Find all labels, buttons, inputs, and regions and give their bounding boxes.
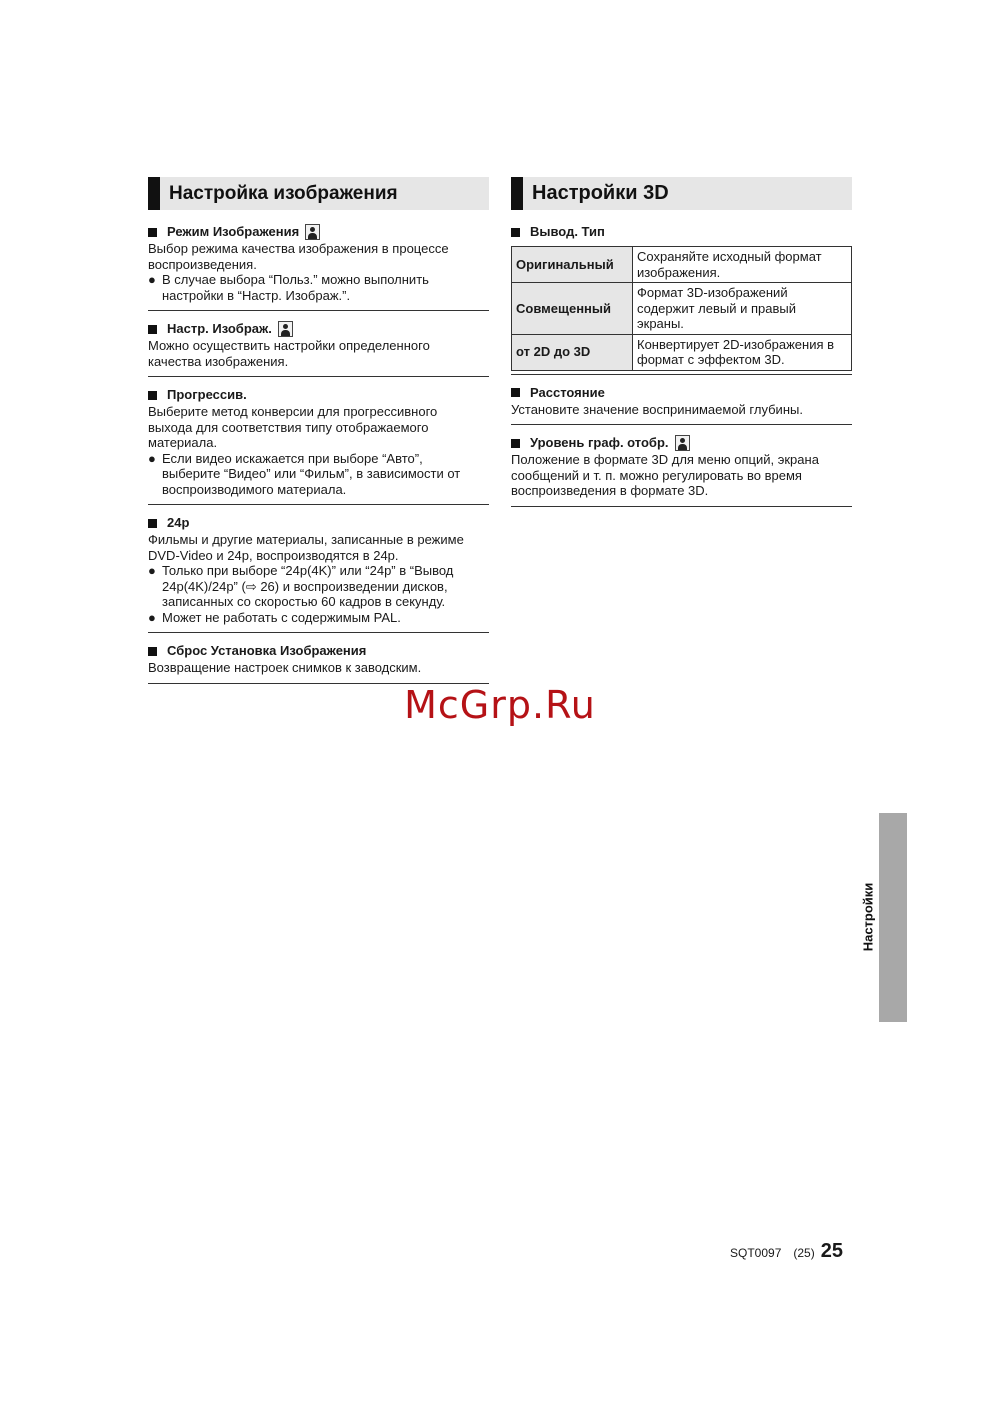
setting-item-graphic-display-level <box>511 435 852 507</box>
square-bullet-icon <box>511 388 520 397</box>
bullet-note: ● Если видео искажается при выборе “Авто”, выберите “Видео” или “Фильм”, в зависимости от воспроизводимого материала. <box>148 450 461 497</box>
setting-item-progressive <box>148 387 489 505</box>
user-icon <box>278 321 293 337</box>
side-tab <box>879 813 907 1022</box>
watermark-logo: McGrp.Ru <box>404 683 596 727</box>
setting-item-picture-adjust <box>148 321 489 377</box>
setting-item-24p <box>148 515 489 633</box>
table-cell-desc: Сохраняйте исходный формат изображения. <box>633 247 852 283</box>
square-bullet-icon <box>148 325 157 334</box>
page-number: 25 <box>820 1240 843 1262</box>
setting-item-distance <box>511 385 852 426</box>
bullet-note: ● Только при выборе “24p(4K)” или “24p” в “Вывод 24p(4K)/24p” (⇨ 26) и воспроизведении дисков, записанных со скоростью 60 кадров в секунду. <box>148 563 454 609</box>
user-icon <box>305 224 320 240</box>
table-cell-key: Совмещенный <box>512 283 633 335</box>
table-cell-desc: Формат 3D-изображений содержит левый и правый экраны. <box>633 283 852 335</box>
bullet-dot-icon: ● <box>148 450 156 466</box>
table-cell-key: Оригинальный <box>512 247 633 283</box>
table-cell-desc: Конвертирует 2D-изображения в формат с эффектом 3D. <box>633 334 852 370</box>
item-text: Установите значение воспринимаемой глубины. <box>511 401 803 417</box>
table-row <box>512 283 852 335</box>
page-paren: (25) <box>793 1246 815 1260</box>
table-cell-key: от 2D до 3D <box>512 334 633 370</box>
item-text: Положение в формате 3D для меню опций, экрана сообщений и т. п. можно регулировать во время воспроизведения в формате 3D. <box>511 452 819 498</box>
item-heading: 24p <box>167 515 190 530</box>
document-code: SQT0097 <box>730 1246 782 1260</box>
bullet-dot-icon: ● <box>148 563 156 578</box>
item-text: Фильмы и другие материалы, записанные в режиме DVD-Video и 24p, воспроизводятся в 24p. <box>148 532 464 563</box>
section-title-3d-settings: Настройки 3D <box>511 177 852 210</box>
square-bullet-icon <box>148 519 157 528</box>
item-text: Можно осуществить настройки определенного качества изображения. <box>148 338 430 369</box>
user-icon <box>675 435 690 451</box>
output-type-heading: Вывод. Тип <box>511 224 852 240</box>
divider <box>511 374 852 375</box>
item-heading: Настр. Изображ. <box>167 321 272 336</box>
item-heading: Расстояние <box>530 384 605 400</box>
left-column <box>148 177 489 694</box>
output-type-table <box>511 246 852 371</box>
bullet-dot-icon: ● <box>148 609 156 625</box>
item-text: Выбор режима качества изображения в процессе воспроизведения. <box>148 241 449 272</box>
right-column <box>511 177 852 517</box>
setting-item-picture-mode <box>148 224 489 311</box>
item-text: Возвращение настроек снимков к заводским. <box>148 660 422 675</box>
square-bullet-icon <box>511 228 520 237</box>
item-heading: Уровень граф. отобр. <box>530 435 669 450</box>
setting-item-picture-reset <box>148 643 489 684</box>
square-bullet-icon <box>511 439 520 448</box>
square-bullet-icon <box>148 391 157 400</box>
section-title-image-settings: Настройка изображения <box>148 177 489 210</box>
bullet-note: ● Может не работать с содержимым PAL. <box>148 609 401 625</box>
item-heading: Режим Изображения <box>167 224 300 239</box>
table-row <box>512 334 852 370</box>
item-text: Выберите метод конверсии для прогрессивного выхода для соответствия типу отображаемого материала. <box>148 404 438 450</box>
page-footer <box>730 1240 850 1263</box>
square-bullet-icon <box>148 228 157 237</box>
table-row <box>512 247 852 283</box>
item-heading: Прогрессив. <box>167 387 247 402</box>
bullet-dot-icon: ● <box>148 272 156 287</box>
bullet-note: ● В случае выбора “Польз.” можно выполнить настройки в “Настр. Изображ.”. <box>148 272 429 303</box>
square-bullet-icon <box>148 647 157 656</box>
item-heading: Сброс Установка Изображения <box>167 643 367 658</box>
